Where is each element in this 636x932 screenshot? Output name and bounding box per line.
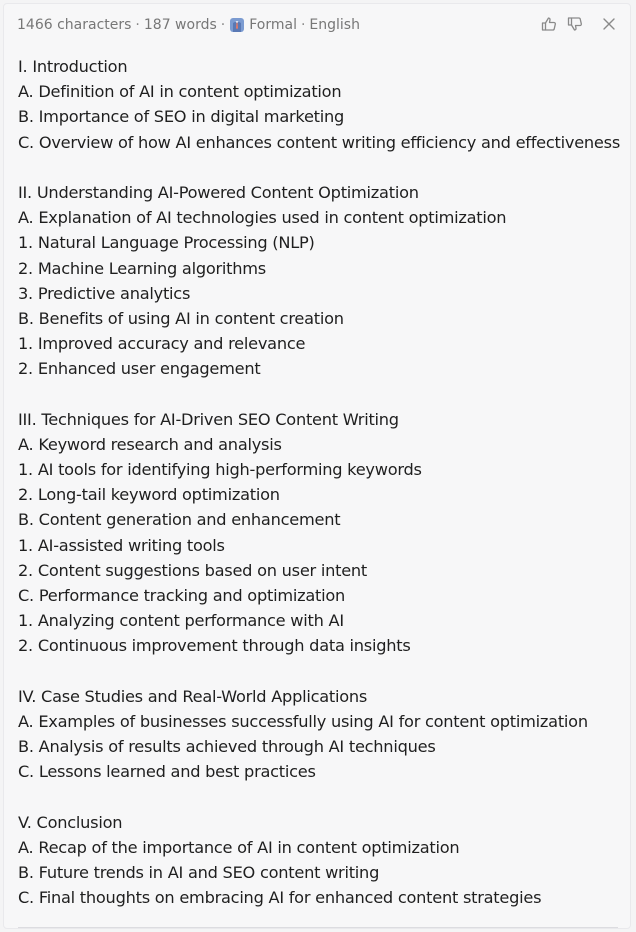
outline-line: 1. AI tools for identifying high-performing keywords — [18, 460, 422, 479]
outline-line: II. Understanding AI-Powered Content Optimization — [18, 182, 419, 202]
character-count: 1466 characters — [17, 17, 132, 33]
blank-line — [18, 381, 620, 406]
outline-line: B. Content generation and enhancement — [18, 510, 341, 530]
outline-line: C. Overview of how AI enhances content writing efficiency and effectiveness — [18, 132, 621, 152]
text-stats — [17, 17, 360, 33]
tone-label: Formal — [249, 17, 297, 33]
divider — [18, 927, 618, 928]
outline-text — [18, 54, 620, 910]
outline-line: IV. Case Studies and Real-World Applications — [18, 686, 368, 706]
thumbs-up-icon[interactable] — [540, 15, 558, 33]
outline-line: 2. Continuous improvement through data insights — [18, 636, 411, 656]
outline-line: 1. Improved accuracy and relevance — [18, 334, 306, 354]
outline-line: A. Explanation of AI technologies used in content optimization — [18, 208, 507, 228]
outline-line: C. Performance tracking and optimization — [18, 585, 346, 605]
outline-line: B. Analysis of results achieved through AI techniques — [18, 737, 436, 757]
outline-line: 1. AI-assisted writing tools — [18, 535, 225, 555]
blank-line — [18, 659, 620, 684]
formal-suit-icon — [229, 17, 245, 33]
outline-line: 1. Natural Language Processing (NLP) — [18, 233, 315, 253]
word-count: 187 words — [143, 17, 217, 33]
outline-line: B. Importance of SEO in digital marketing — [18, 107, 345, 127]
blank-line — [18, 155, 620, 180]
outline-line: A. Recap of the importance of AI in content optimization — [18, 837, 460, 857]
outline-line: A. Definition of AI in content optimization — [18, 82, 342, 102]
outline-line: 2. Enhanced user engagement — [18, 359, 261, 379]
outline-line: 2. Long-tail keyword optimization — [18, 485, 280, 505]
outline-line: 1. Analyzing content performance with AI — [18, 611, 344, 631]
outline-line: I. Introduction — [18, 57, 128, 76]
outline-line: A. Keyword research and analysis — [18, 434, 282, 454]
language-label: English — [309, 17, 360, 33]
blank-line — [18, 784, 620, 809]
close-icon[interactable] — [600, 15, 618, 33]
thumbs-down-icon[interactable] — [566, 15, 584, 33]
outline-line: V. Conclusion — [18, 812, 123, 832]
outline-line: III. Techniques for AI-Driven SEO Content Writing — [18, 409, 399, 429]
separator: · — [135, 17, 140, 33]
outline-line: B. Benefits of using AI in content creation — [18, 308, 344, 328]
outline-line: B. Future trends in AI and SEO content writing — [18, 863, 380, 882]
separator: · — [220, 17, 226, 33]
outline-line: 2. Machine Learning algorithms — [18, 258, 266, 278]
result-header — [4, 4, 630, 48]
outline-line: A. Examples of businesses successfully using AI for content optimization — [18, 711, 588, 731]
outline-line: C. Final thoughts on embracing AI for enhanced content strategies — [18, 888, 542, 908]
outline-line: C. Lessons learned and best practices — [18, 762, 316, 782]
feedback-actions — [532, 15, 618, 33]
outline-line: 2. Content suggestions based on user intent — [18, 560, 368, 580]
result-panel — [3, 3, 631, 929]
separator: · — [300, 17, 306, 33]
outline-line: 3. Predictive analytics — [18, 283, 191, 303]
